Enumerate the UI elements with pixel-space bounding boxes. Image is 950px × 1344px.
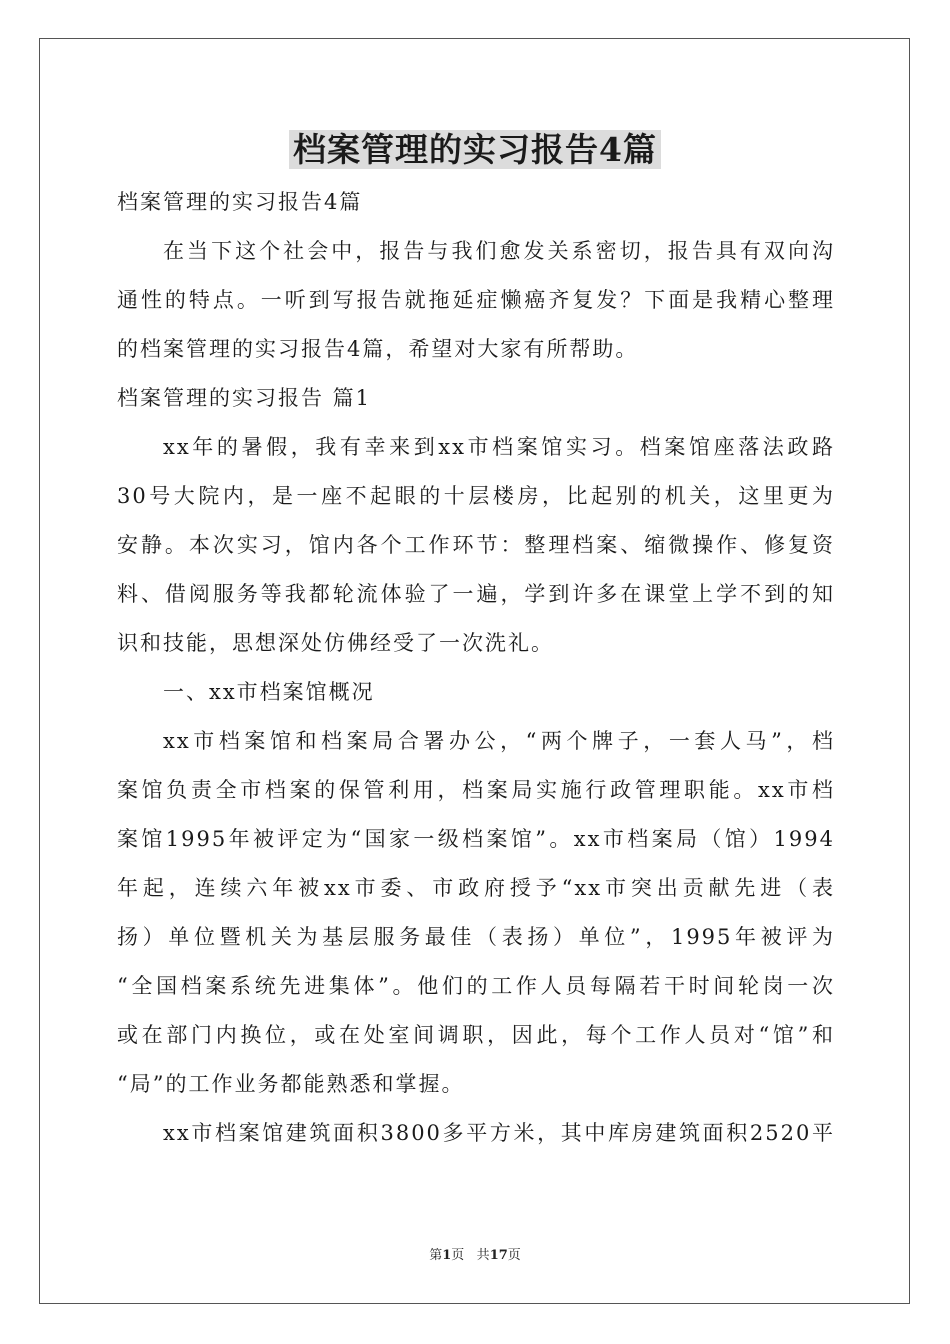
- text-line: 档案管理的实习报告4篇: [117, 190, 363, 214]
- text-line: 通性的特点。一听到写报告就拖延症懒癌齐复发？下面是我精心整理: [117, 288, 835, 312]
- document-body: [117, 178, 835, 1158]
- text-line: 的档案管理的实习报告4篇，希望对大家有所帮助。: [117, 337, 639, 361]
- text-line: 一、xx市档案馆概况: [163, 680, 375, 704]
- footer-total-pages: 17: [489, 1248, 508, 1263]
- text-line: xx年的暑假，我有幸来到xx市档案馆实习。档案馆座落法政路: [163, 435, 835, 459]
- text-line: 案馆1995年被评定为“国家一级档案馆”。xx市档案局（馆）1994: [117, 827, 835, 851]
- text-line: 或在部门内换位，或在处室间调职，因此，每个工作人员对“馆”和: [117, 1023, 835, 1047]
- page-footer: [0, 1246, 950, 1266]
- footer-total-suffix: 页: [507, 1248, 521, 1263]
- text-line: 识和技能，思想深处仿佛经受了一次洗礼。: [117, 631, 554, 655]
- text-line: 30号大院内，是一座不起眼的十层楼房，比起别的机关，这里更为: [117, 484, 835, 508]
- text-line: “全国档案系统先进集体”。他们的工作人员每隔若干时间轮岗一次: [117, 974, 835, 998]
- text-line: 安静。本次实习，馆内各个工作环节：整理档案、缩微操作、修复资: [117, 533, 835, 557]
- text-line: 年起，连续六年被xx市委、市政府授予“xx市突出贡献先进（表: [117, 876, 835, 900]
- footer-page-number: 1: [442, 1248, 452, 1263]
- text-line: xx市档案馆建筑面积3800多平方米，其中库房建筑面积2520平: [163, 1121, 835, 1145]
- document-title-text: 档案管理的实习报告4篇: [289, 130, 661, 169]
- footer-total-prefix: 共: [476, 1248, 490, 1263]
- text-line: 在当下这个社会中，报告与我们愈发关系密切，报告具有双向沟: [163, 239, 835, 263]
- text-line: 档案管理的实习报告 篇1: [117, 386, 372, 410]
- footer-page-suffix: 页: [451, 1248, 465, 1263]
- footer-prefix: 第: [429, 1248, 443, 1263]
- document-title: [0, 126, 950, 174]
- text-line: “局”的工作业务都能熟悉和掌握。: [117, 1072, 465, 1096]
- text-line: 扬）单位暨机关为基层服务最佳（表扬）单位”，1995年被评为: [117, 925, 835, 949]
- text-line: xx市档案馆和档案局合署办公，“两个牌子，一套人马”，档: [163, 729, 835, 753]
- text-line: 案馆负责全市档案的保管利用，档案局实施行政管理职能。xx市档: [117, 778, 835, 802]
- text-line: 料、借阅服务等我都轮流体验了一遍，学到许多在课堂上学不到的知: [117, 582, 835, 606]
